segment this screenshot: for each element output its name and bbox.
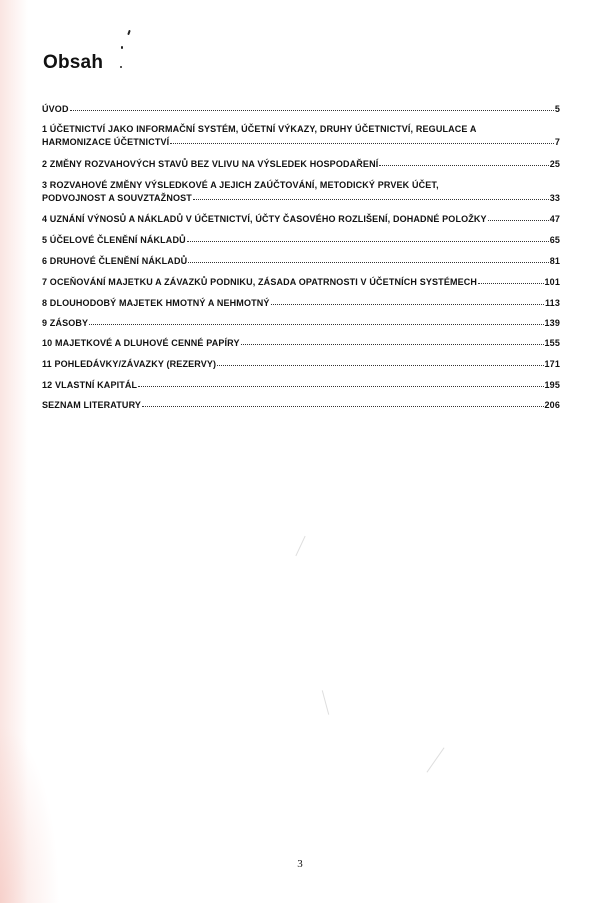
dot-leader bbox=[89, 315, 543, 325]
dot-leader bbox=[170, 134, 554, 144]
toc-entry-page: 101 bbox=[544, 277, 560, 287]
toc-entry-page: 33 bbox=[549, 193, 560, 203]
toc-entry bbox=[42, 179, 560, 204]
toc-entry bbox=[42, 157, 560, 170]
dot-leader bbox=[187, 232, 549, 242]
scan-artifact bbox=[322, 690, 329, 714]
dot-leader bbox=[70, 101, 554, 111]
toc-entry bbox=[42, 296, 560, 309]
toc-entry bbox=[42, 102, 560, 115]
dot-leader bbox=[379, 156, 548, 166]
toc-entry-title: 10 MAJETKOVÉ A DLUHOVÉ CENNÉ PAPÍRY bbox=[42, 338, 240, 348]
dot-leader bbox=[217, 356, 543, 366]
toc-entry-title: 11 POHLEDÁVKY/ZÁVAZKY (REZERVY) bbox=[42, 359, 217, 369]
scan-speck bbox=[127, 30, 131, 35]
toc-entry-page: 206 bbox=[544, 400, 560, 410]
scan-edge-tint bbox=[0, 0, 28, 903]
toc-entry-line bbox=[42, 157, 560, 170]
toc-entry bbox=[42, 123, 560, 148]
scan-artifact bbox=[295, 536, 305, 556]
toc-entry-page: 65 bbox=[549, 235, 560, 245]
toc-entry-page: 5 bbox=[554, 104, 560, 114]
toc-entry-page: 171 bbox=[544, 359, 560, 369]
toc-entry-line bbox=[42, 378, 560, 391]
toc-entry-line bbox=[42, 135, 560, 148]
dot-leader bbox=[138, 377, 543, 387]
toc-entry-page: 7 bbox=[554, 137, 560, 147]
page-number: 3 bbox=[297, 858, 303, 870]
dot-leader bbox=[142, 397, 543, 407]
scan-edge-tint-bottom bbox=[0, 723, 60, 903]
dot-leader bbox=[488, 211, 549, 221]
dot-leader bbox=[241, 335, 544, 345]
toc-entry-line bbox=[42, 336, 560, 349]
toc-entry-title: 7 OCEŇOVÁNÍ MAJETKU A ZÁVAZKŮ PODNIKU, ZÁSADA OPATRNOSTI V ÚČETNÍCH SYSTÉMECH bbox=[42, 277, 478, 287]
toc-entry-line bbox=[42, 398, 560, 411]
toc-entry bbox=[42, 378, 560, 391]
toc-entry-line bbox=[42, 212, 560, 225]
toc-entry-title: HARMONIZACE ÚČETNICTVÍ bbox=[42, 137, 170, 147]
toc-entry-line bbox=[42, 233, 560, 246]
toc-entry bbox=[42, 212, 560, 225]
scan-speck bbox=[121, 46, 123, 49]
scan-artifact bbox=[426, 747, 444, 772]
toc-entry-title: 5 ÚČELOVÉ ČLENĚNÍ NÁKLADŮ bbox=[42, 235, 186, 245]
toc-entry-page: 155 bbox=[544, 338, 560, 348]
toc-entry-line bbox=[42, 102, 560, 115]
toc-entry-title: 9 ZÁSOBY bbox=[42, 318, 89, 328]
toc-entry-title: 12 VLASTNÍ KAPITÁL bbox=[42, 380, 138, 390]
toc-entry-line bbox=[42, 357, 560, 370]
toc-entry-title: 4 UZNÁNÍ VÝNOSŮ A NÁKLADŮ V ÚČETNICTVÍ, ÚČTY ČASOVÉHO ROZLIŠENÍ, DOHADNÉ POLOŽKY bbox=[42, 214, 487, 224]
toc-entry-page: 195 bbox=[544, 380, 560, 390]
scan-speck bbox=[120, 66, 122, 68]
page-title: Obsah bbox=[43, 52, 104, 73]
toc-entry bbox=[42, 233, 560, 246]
toc-entry-title-line: 3 ROZVAHOVÉ ZMĚNY VÝSLEDKOVÉ A JEJICH ZAÚČTOVÁNÍ, METODICKÝ PRVEK ÚČET, bbox=[42, 180, 439, 190]
toc-entry-title: 6 DRUHOVÉ ČLENĚNÍ NÁKLADŮ bbox=[42, 256, 188, 266]
toc-entry-page: 113 bbox=[545, 298, 560, 308]
toc-entry bbox=[42, 316, 560, 329]
toc-entry bbox=[42, 275, 560, 288]
toc-entry-title: 2 ZMĚNY ROZVAHOVÝCH STAVŮ BEZ VLIVU NA VÝSLEDEK HOSPODAŘENÍ bbox=[42, 159, 379, 169]
toc-entry-title: SEZNAM LITERATURY bbox=[42, 400, 142, 410]
toc-entry-line bbox=[42, 191, 560, 204]
toc-entry bbox=[42, 357, 560, 370]
toc-entry bbox=[42, 336, 560, 349]
dot-leader bbox=[188, 253, 548, 263]
toc-entry-page: 139 bbox=[544, 318, 560, 328]
toc-entry-line bbox=[42, 275, 560, 288]
toc-entry-title: ÚVOD bbox=[42, 104, 69, 114]
toc-entry-page: 47 bbox=[549, 214, 560, 224]
toc-entry-title-line: 1 ÚČETNICTVÍ JAKO INFORMAČNÍ SYSTÉM, ÚČETNÍ VÝKAZY, DRUHY ÚČETNICTVÍ, REGULACE A bbox=[42, 124, 477, 134]
toc-entry-title: PODVOJNOST A SOUVZTAŽNOST bbox=[42, 193, 192, 203]
dot-leader bbox=[478, 274, 543, 284]
toc-entry-page: 81 bbox=[549, 256, 560, 266]
dot-leader bbox=[271, 295, 544, 305]
toc-entry-line bbox=[42, 296, 560, 309]
toc-entry bbox=[42, 398, 560, 411]
toc-entry-line bbox=[42, 316, 560, 329]
toc-entry-title: 8 DLOUHODOBÝ MAJETEK HMOTNÝ A NEHMOTNÝ bbox=[42, 298, 270, 308]
toc-entry-page: 25 bbox=[549, 159, 560, 169]
toc-entry bbox=[42, 254, 560, 267]
dot-leader bbox=[193, 190, 549, 200]
toc-entry-line bbox=[42, 254, 560, 267]
